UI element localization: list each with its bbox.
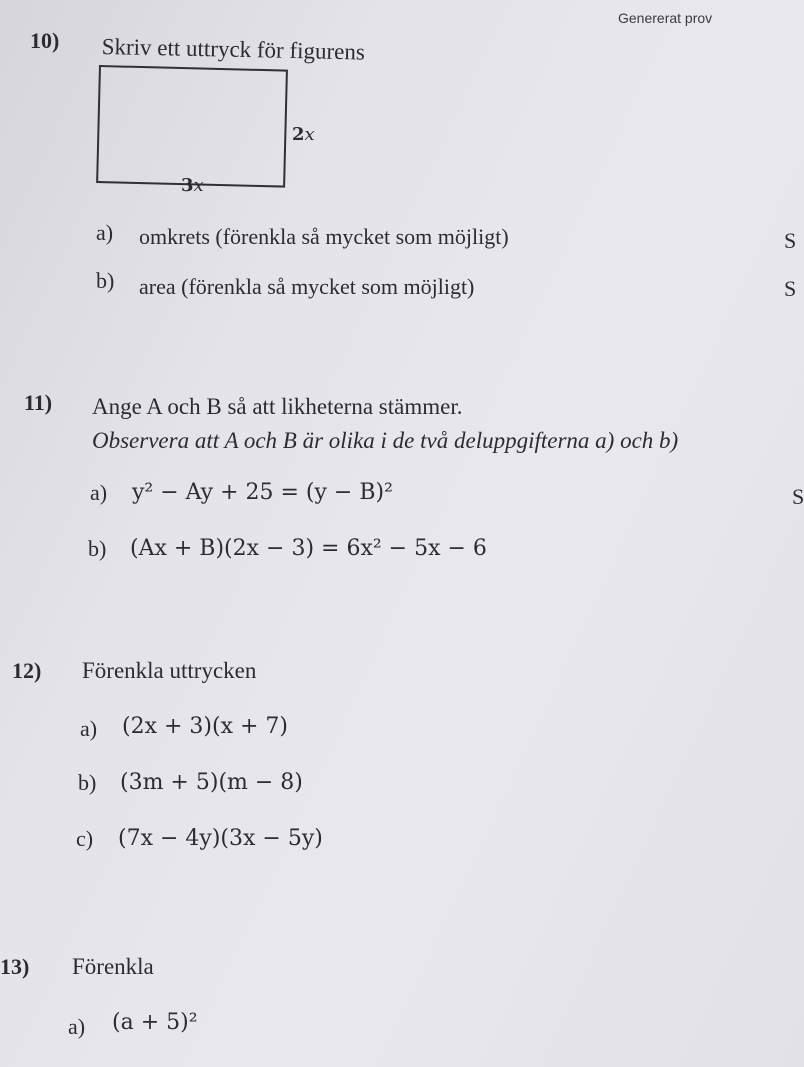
question-text: Förenkla uttrycken [82, 658, 257, 683]
math-expression: y² − Ay + 25 = (y − B)² [132, 480, 393, 505]
subquestion-label: a) [80, 716, 98, 741]
height-label: 2x [292, 124, 315, 145]
cut-off-text: S [792, 484, 804, 509]
subquestion-label: a) [90, 480, 108, 505]
math-expression: (a + 5)² [112, 1010, 198, 1035]
math-expression: (7x − 4y)(3x − 5y) [118, 826, 323, 851]
question-text: Skriv ett uttryck för figurens [101, 34, 366, 65]
subquestion-label: a) [96, 220, 114, 245]
question-note: Observera att A och B är olika i de två deluppgifterna a) och b) [92, 428, 679, 453]
question-number: 11) [24, 390, 53, 415]
subquestion-label: b) [78, 770, 97, 795]
subquestion-label: b) [96, 268, 115, 293]
math-expression: (3m + 5)(m − 8) [120, 770, 303, 795]
rectangle-figure [96, 65, 288, 188]
subquestion-label: a) [68, 1014, 86, 1039]
question-number: 10) [30, 28, 60, 53]
width-label: 3x [181, 175, 204, 196]
question-text: Ange A och B så att likheterna stämmer. [92, 394, 463, 419]
question-number: 12) [12, 658, 42, 683]
page-header-label: Genererat prov [618, 10, 713, 26]
subquestion-label: b) [88, 536, 107, 561]
math-expression: (2x + 3)(x + 7) [122, 714, 288, 739]
subquestion-label: c) [76, 826, 94, 851]
cut-off-text: S [784, 276, 797, 301]
math-expression: (Ax + B)(2x − 3) = 6x² − 5x − 6 [130, 536, 487, 561]
cut-off-text: S [784, 228, 797, 253]
question-number: 13) [0, 954, 30, 979]
question-text: Förenkla [72, 954, 154, 979]
subquestion-text: omkrets (förenkla så mycket som möjligt) [139, 224, 509, 249]
subquestion-text: area (förenkla så mycket som möjligt) [139, 274, 475, 299]
